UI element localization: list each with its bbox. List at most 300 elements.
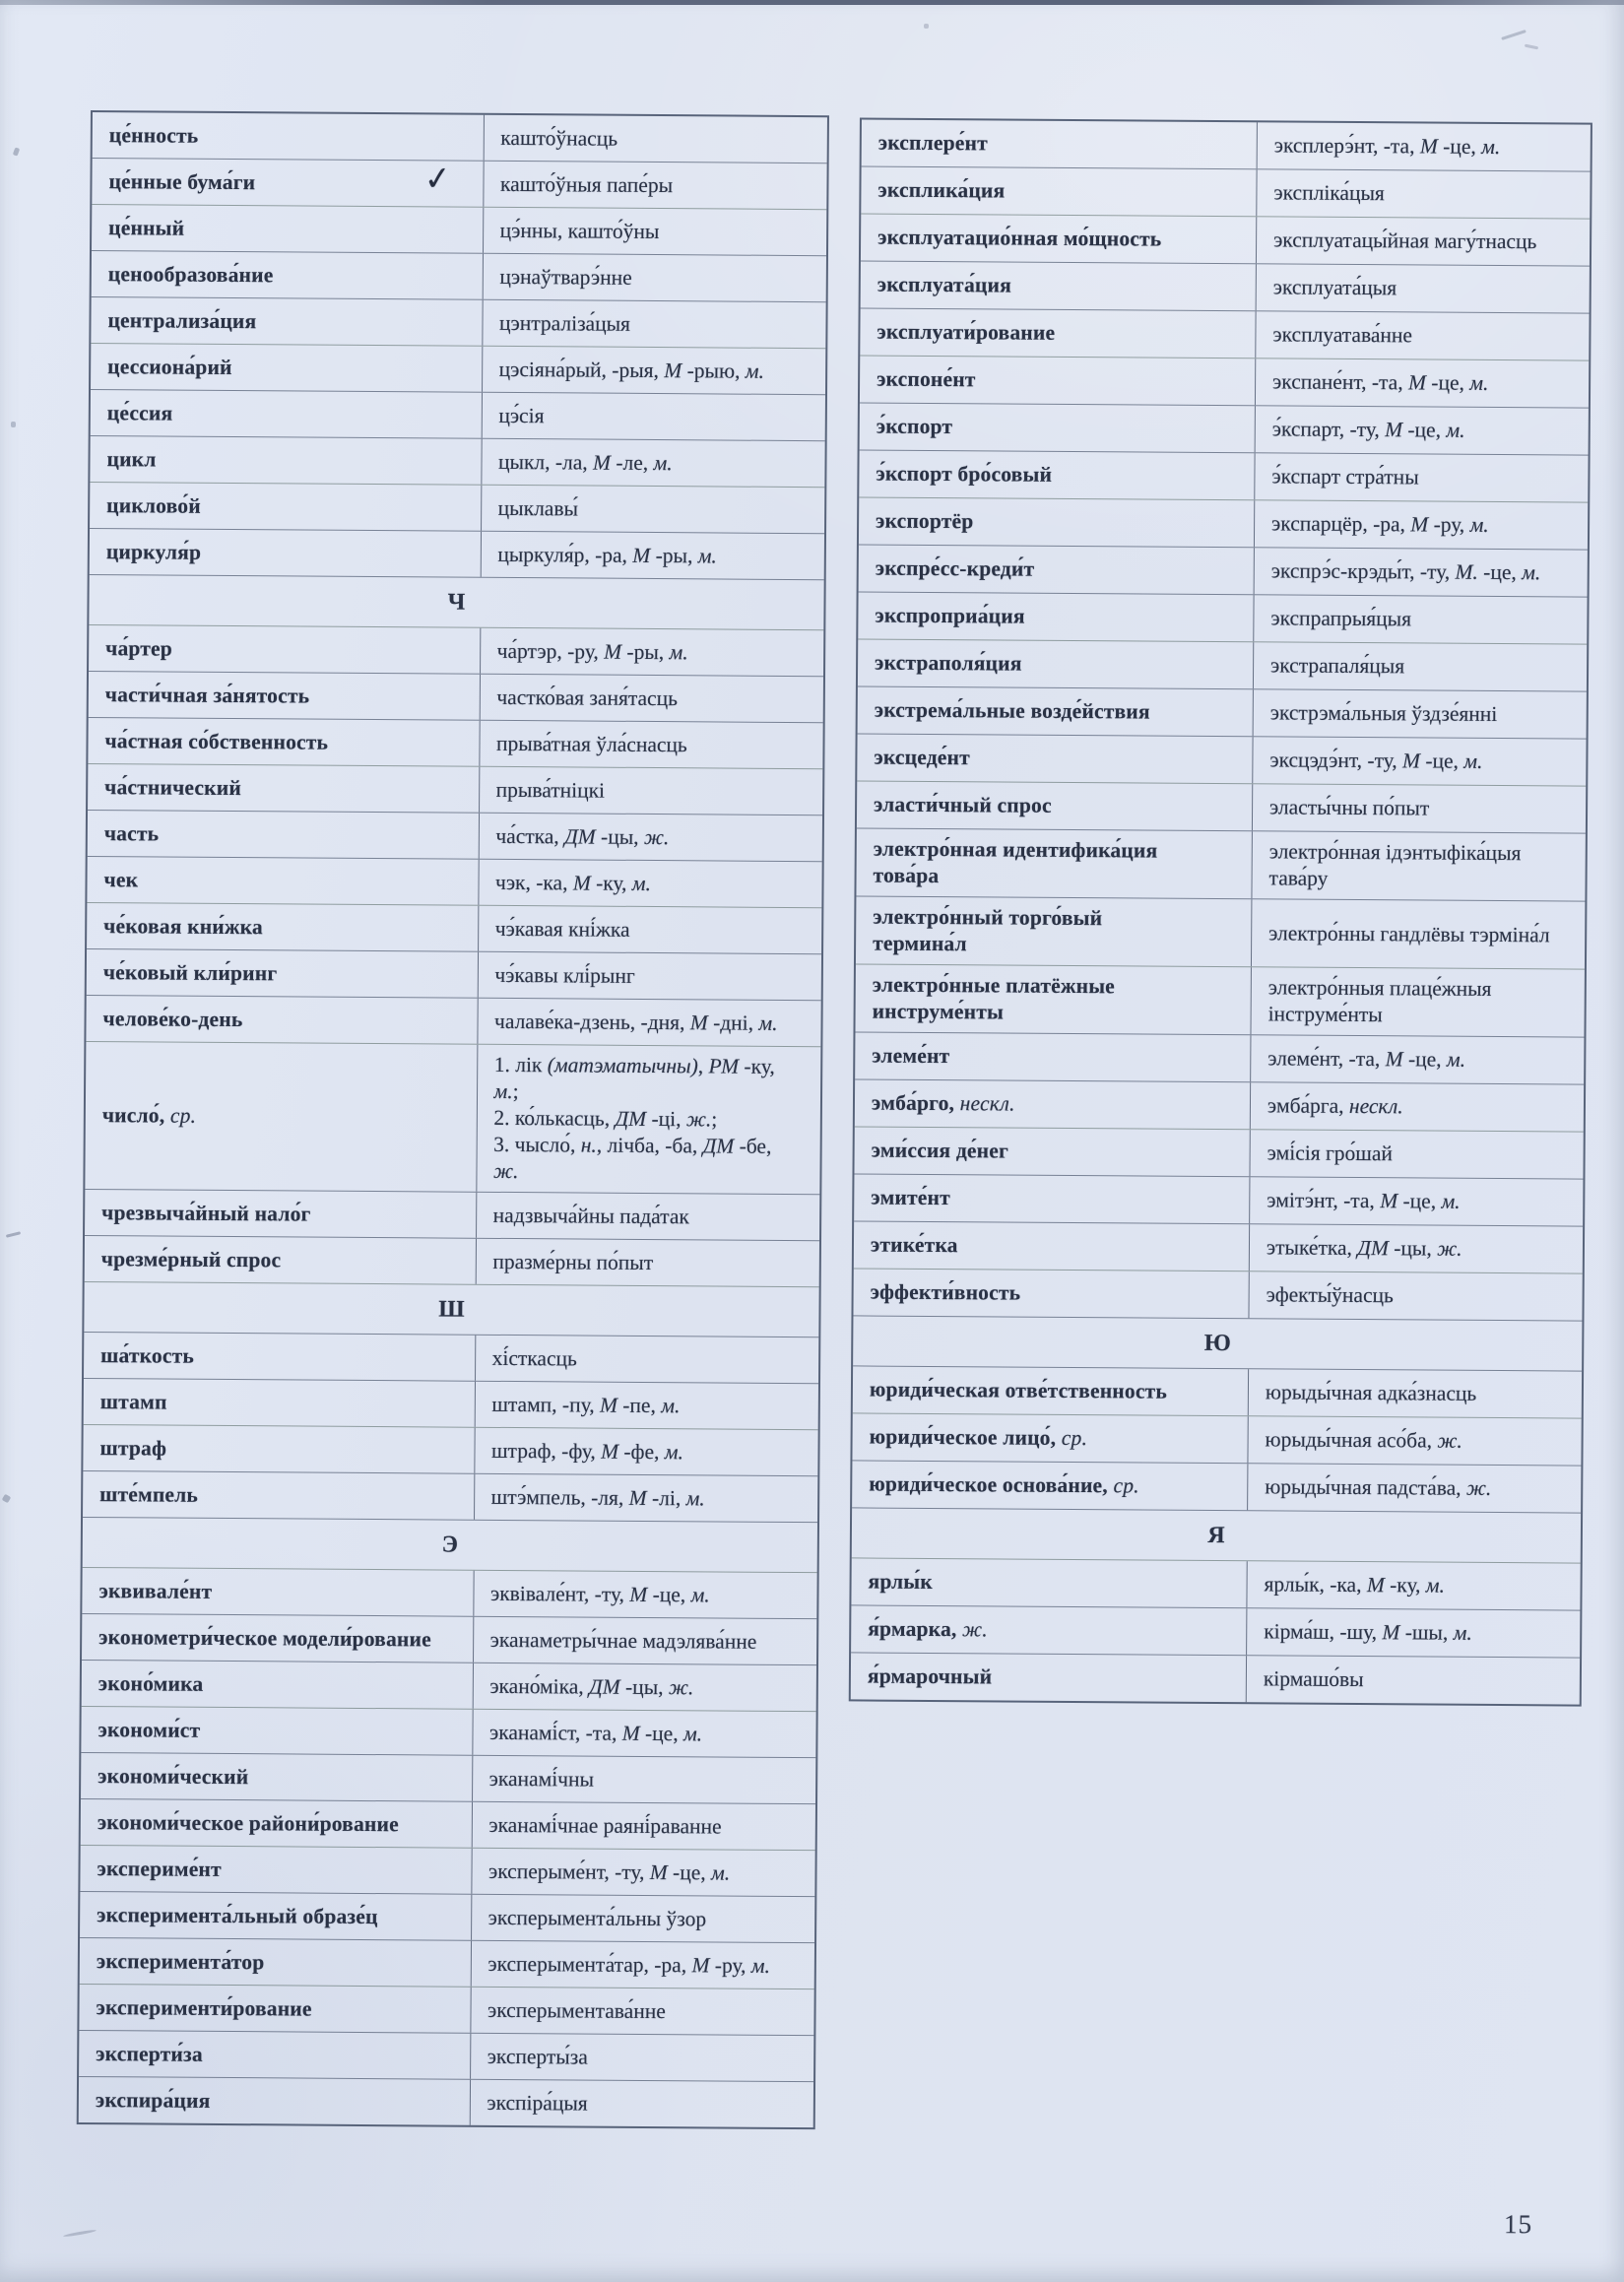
checkmark-annotation: ✓ bbox=[422, 158, 453, 199]
translation-text: надзвыча́йны пада́так bbox=[492, 1203, 689, 1228]
entry-row bbox=[860, 355, 1589, 407]
term-cell-russian bbox=[851, 1653, 1247, 1702]
translation-text: кірмашо́вы bbox=[1263, 1666, 1364, 1692]
term-cell-russian bbox=[861, 214, 1257, 263]
entry-row bbox=[93, 112, 827, 163]
term-text: эквивале́нт bbox=[98, 1578, 213, 1603]
term-cell-russian bbox=[83, 1471, 475, 1520]
translation-cell-belarusian bbox=[474, 1617, 817, 1664]
translation-text: электро́нны гандлёвы тэрміна́л bbox=[1268, 920, 1550, 946]
translation-cell-belarusian bbox=[1250, 1224, 1583, 1272]
translation-cell-belarusian bbox=[1251, 967, 1584, 1036]
translation-cell-belarusian bbox=[481, 532, 824, 579]
entry-row bbox=[857, 780, 1586, 832]
page-number: 15 bbox=[1503, 2209, 1533, 2240]
entry-row bbox=[83, 1424, 817, 1475]
term-text: э́кспорт бро́совый bbox=[876, 461, 1053, 487]
entry-row bbox=[854, 1126, 1583, 1178]
term-cell-russian bbox=[859, 545, 1255, 594]
term-cell-russian bbox=[84, 1379, 476, 1427]
section-letter: Я bbox=[1207, 1522, 1225, 1548]
translation-cell-belarusian bbox=[1258, 122, 1591, 170]
entry-row bbox=[851, 1557, 1580, 1609]
translation-cell-belarusian bbox=[1256, 406, 1589, 454]
term-cell-russian bbox=[89, 672, 481, 720]
term-cell-russian bbox=[857, 734, 1253, 783]
translation-cell-belarusian bbox=[1252, 831, 1585, 900]
term-text: элеме́нт bbox=[872, 1043, 950, 1069]
translation-cell-belarusian bbox=[1249, 1369, 1582, 1417]
translation-cell-belarusian bbox=[1254, 595, 1587, 643]
entry-row bbox=[853, 1268, 1582, 1320]
entry-row bbox=[92, 250, 826, 301]
dictionary-table-left bbox=[77, 110, 829, 2129]
term-text: эксперимента́тор bbox=[96, 1948, 265, 1974]
term-cell-russian bbox=[93, 112, 485, 161]
term-text: экспортёр bbox=[876, 508, 974, 534]
translation-cell-belarusian bbox=[472, 1802, 815, 1850]
translation-cell-belarusian bbox=[479, 906, 822, 953]
term-cell-russian bbox=[857, 781, 1253, 830]
entry-row bbox=[89, 624, 823, 676]
term-cell-russian bbox=[84, 1333, 476, 1381]
entry-row bbox=[84, 1332, 818, 1383]
entry-row bbox=[81, 1752, 815, 1803]
term-text: эффекти́вность bbox=[870, 1279, 1021, 1305]
section-letter: Ю bbox=[1203, 1330, 1231, 1356]
term-text: юриди́ческая отве́тственность bbox=[869, 1377, 1168, 1403]
translation-text: штраф, -фу, М -фе, м. bbox=[490, 1438, 684, 1464]
translation-text: эканамі́ст, -та, М -це, м. bbox=[488, 1720, 703, 1745]
term-cell-russian bbox=[862, 119, 1258, 168]
translation-text: эксплуатава́нне bbox=[1272, 322, 1413, 348]
translation-cell-belarusian bbox=[1257, 264, 1590, 312]
term-cell-russian bbox=[851, 1605, 1247, 1655]
translation-text: штамп, -пу, М -пе, м. bbox=[491, 1392, 681, 1417]
entry-row bbox=[82, 1613, 816, 1664]
section-header-row bbox=[852, 1507, 1581, 1562]
translation-text: прыва́тніцкі bbox=[495, 777, 606, 803]
entry-row bbox=[860, 307, 1589, 359]
entry-row bbox=[90, 528, 824, 579]
scan-artifact bbox=[924, 24, 929, 29]
section-header-row bbox=[89, 574, 823, 629]
translation-cell-belarusian bbox=[1250, 1130, 1583, 1178]
entry-row bbox=[852, 1460, 1581, 1512]
term-text: этике́тка bbox=[870, 1232, 958, 1258]
entry-row bbox=[91, 296, 825, 348]
translation-cell-belarusian bbox=[1257, 217, 1590, 265]
entry-row bbox=[85, 1235, 819, 1286]
translation-text: экспрэ́с-крэды́т, -ту, М. -це, м. bbox=[1270, 558, 1541, 585]
translation-text: эксперыме́нт, -ту, М -це, м. bbox=[487, 1858, 731, 1885]
term-text: экспроприа́ция bbox=[875, 603, 1025, 628]
translation-cell-belarusian bbox=[480, 767, 823, 815]
translation-text: экспліка́цыя bbox=[1273, 180, 1385, 206]
translation-text: эмі́сія гро́шай bbox=[1267, 1141, 1394, 1166]
term-text: экспоне́нт bbox=[877, 366, 976, 392]
term-text: эконо́мика bbox=[97, 1670, 204, 1696]
translation-text: эмітэ́нт, -та, М -це, м. bbox=[1267, 1188, 1461, 1213]
translation-text: эканамі́чнае раяні́раванне bbox=[488, 1812, 722, 1839]
translation-cell-belarusian bbox=[1256, 359, 1589, 407]
term-cell-russian bbox=[852, 1413, 1248, 1463]
entry-row bbox=[88, 717, 822, 768]
translation-text: 1. лік (матэматычны), РМ -ку, м.; 2. ко́лькасць, ДМ -ці, ж.; 3. чысло́, н., лічба, -ба, ДМ -бе, ж. bbox=[492, 1052, 775, 1184]
entry-row bbox=[88, 810, 822, 861]
translation-cell-belarusian bbox=[476, 1239, 819, 1286]
section-letter: Э bbox=[441, 1532, 459, 1558]
translation-cell-belarusian bbox=[481, 628, 824, 676]
entry-row bbox=[853, 1365, 1582, 1417]
entry-row bbox=[79, 2076, 813, 2127]
translation-cell-belarusian bbox=[479, 860, 822, 907]
entry-row bbox=[851, 1604, 1580, 1657]
term-cell-russian bbox=[855, 964, 1251, 1034]
entry-row bbox=[852, 1412, 1581, 1465]
translation-cell-belarusian bbox=[1254, 642, 1587, 690]
term-text: штамп bbox=[99, 1389, 167, 1414]
entry-row bbox=[91, 389, 825, 440]
term-text: ча́стная со́бственность bbox=[104, 728, 329, 754]
term-cell-russian bbox=[80, 1892, 472, 1940]
translation-text: цэ́сія bbox=[498, 403, 545, 427]
term-text: экспре́сс-креди́т bbox=[875, 555, 1035, 581]
term-cell-russian bbox=[79, 2077, 471, 2125]
term-cell-russian bbox=[858, 592, 1254, 641]
translation-text: цыкл, -ла, М -ле, м. bbox=[497, 449, 673, 475]
translation-text: электро́нныя плаце́жныя інструме́нты bbox=[1267, 975, 1492, 1027]
translation-text: ча́ртэр, -ру, М -ры, м. bbox=[496, 638, 688, 664]
term-cell-russian bbox=[853, 1366, 1249, 1415]
translation-cell-belarusian bbox=[483, 300, 826, 348]
entry-row bbox=[80, 1845, 814, 1896]
translation-cell-belarusian bbox=[475, 1428, 818, 1475]
translation-text: юрыды́чная асо́ба, ж. bbox=[1265, 1427, 1462, 1453]
term-cell-russian bbox=[853, 1269, 1249, 1318]
entry-row bbox=[91, 343, 825, 394]
dictionary-table-right bbox=[849, 117, 1592, 1706]
translation-cell-belarusian bbox=[477, 1193, 820, 1240]
term-cell-russian bbox=[83, 1425, 475, 1473]
term-cell-russian bbox=[92, 159, 484, 207]
entry-row bbox=[855, 1078, 1584, 1131]
entry-row bbox=[82, 1567, 816, 1618]
term-cell-russian bbox=[91, 344, 483, 392]
term-text: экспериме́нт bbox=[97, 1856, 222, 1881]
term-text: экстрема́льные возде́йствия bbox=[874, 697, 1150, 724]
term-cell-russian bbox=[81, 1707, 473, 1755]
entry-row bbox=[81, 1798, 815, 1850]
entry-row bbox=[90, 482, 824, 533]
translation-cell-belarusian bbox=[482, 393, 825, 440]
term-cell-russian bbox=[80, 1938, 472, 1987]
term-text: чек bbox=[103, 867, 139, 891]
entry-row bbox=[861, 213, 1590, 265]
translation-cell-belarusian bbox=[1253, 784, 1586, 832]
entry-row bbox=[84, 1378, 818, 1429]
translation-text: чалаве́ка-дзень, -дня, М -дні, м. bbox=[494, 1009, 778, 1035]
term-text: экстраполя́ция bbox=[875, 650, 1022, 676]
entry-row bbox=[856, 895, 1585, 968]
translation-text: э́кспарт стра́тны bbox=[1271, 464, 1419, 489]
term-text: ценообразова́ние bbox=[107, 261, 274, 287]
translation-text: эканамі́чны bbox=[488, 1766, 595, 1792]
term-text: экспира́ция bbox=[95, 2087, 211, 2113]
entry-row bbox=[92, 204, 826, 255]
translation-text: экспане́нт, -та, М -це, м. bbox=[1272, 369, 1489, 395]
term-cell-russian bbox=[90, 436, 482, 485]
translation-cell-belarusian bbox=[1248, 1464, 1581, 1512]
term-text: цикл bbox=[106, 446, 157, 471]
term-text: че́ковая кни́жка bbox=[103, 913, 264, 939]
term-cell-russian bbox=[85, 1236, 477, 1284]
entry-row bbox=[85, 1041, 820, 1194]
term-text: ша́ткость bbox=[100, 1342, 195, 1368]
term-cell-russian bbox=[861, 166, 1257, 216]
translation-cell-belarusian bbox=[483, 347, 826, 394]
section-header-row bbox=[853, 1315, 1582, 1370]
term-cell-russian bbox=[79, 2031, 471, 2079]
translation-text: эксперты́за bbox=[487, 2044, 588, 2069]
translation-text: эксперымента́тар, -ра, М -ру, м. bbox=[487, 1951, 771, 1978]
term-cell-russian bbox=[88, 811, 480, 859]
term-text: часть bbox=[103, 820, 160, 846]
translation-text: чэ́кавы клі́рынг bbox=[494, 962, 635, 988]
scan-artifact bbox=[11, 422, 16, 427]
term-text: экономи́ческий bbox=[97, 1763, 249, 1789]
translation-cell-belarusian bbox=[477, 1045, 821, 1194]
term-cell-russian bbox=[92, 251, 484, 299]
term-cell-russian bbox=[91, 297, 483, 346]
term-text: электро́нный торго́вый термина́л bbox=[873, 904, 1103, 956]
entry-row bbox=[854, 1173, 1583, 1225]
translation-text: кашто́ўнасць bbox=[500, 125, 618, 151]
translation-text: цэнтраліза́цыя bbox=[498, 310, 631, 336]
translation-text: эксплерэ́нт, -та, М -це, м. bbox=[1273, 133, 1501, 159]
translation-text: этыке́тка, ДМ -цы, ж. bbox=[1266, 1235, 1462, 1261]
term-cell-russian bbox=[860, 356, 1256, 405]
translation-text: цэ́нны, кашто́ўны bbox=[499, 218, 660, 243]
translation-text: э́кспарт, -ту, М -це, м. bbox=[1271, 417, 1465, 442]
term-cell-russian bbox=[82, 1661, 474, 1709]
translation-cell-belarusian bbox=[484, 115, 827, 163]
term-text: эксперти́за bbox=[96, 2041, 203, 2066]
term-text: экономи́ческое райони́рование bbox=[97, 1809, 399, 1836]
translation-cell-belarusian bbox=[475, 1382, 818, 1429]
translation-text: электро́нная ідэнтыфіка́цыя тава́ру bbox=[1268, 839, 1522, 890]
entry-row bbox=[81, 1706, 815, 1757]
term-text: централиза́ция bbox=[107, 307, 257, 333]
term-cell-russian bbox=[861, 261, 1257, 310]
translation-cell-belarusian bbox=[473, 1756, 816, 1803]
translation-text: экстрапаля́цыя bbox=[1270, 653, 1405, 679]
term-text: число́, ср. bbox=[101, 1103, 197, 1128]
section-letter: Ш bbox=[438, 1295, 465, 1323]
entry-row bbox=[861, 165, 1590, 218]
entry-row bbox=[79, 2030, 813, 2081]
term-text: эксперименти́рование bbox=[96, 1994, 312, 2021]
translation-text: экспрапрыя́цыя bbox=[1270, 606, 1412, 631]
entry-row bbox=[856, 827, 1585, 900]
term-cell-russian bbox=[81, 1753, 473, 1801]
term-cell-russian bbox=[90, 483, 482, 531]
entry-row bbox=[854, 1220, 1583, 1272]
translation-cell-belarusian bbox=[1250, 1177, 1583, 1225]
translation-cell-belarusian bbox=[1249, 1271, 1582, 1320]
translation-text: хі́сткасць bbox=[491, 1345, 577, 1370]
translation-text: празме́рны по́пыт bbox=[492, 1249, 654, 1274]
translation-text: эксперымента́льны ўзор bbox=[487, 1905, 707, 1930]
term-cell-russian bbox=[82, 1568, 474, 1616]
term-cell-russian bbox=[88, 718, 480, 766]
term-text: эксплуати́рование bbox=[877, 319, 1056, 345]
entry-row bbox=[87, 948, 821, 1000]
term-cell-russian bbox=[86, 996, 478, 1044]
entry-row bbox=[859, 449, 1588, 501]
term-text: эксплуатацио́нная мо́щность bbox=[877, 225, 1162, 251]
entry-row bbox=[85, 1189, 819, 1240]
translation-text: юрыды́чная падста́ва, ж. bbox=[1265, 1474, 1492, 1500]
term-text: электро́нная идентифика́ция това́ра bbox=[873, 836, 1158, 888]
term-text: ярлы́к bbox=[868, 1569, 933, 1595]
translation-text: экстрэма́льныя ўздзе́янні bbox=[1269, 700, 1498, 726]
term-text: эксперимента́льный образе́ц bbox=[97, 1902, 378, 1928]
term-text: це́нные бума́ги bbox=[108, 168, 256, 194]
term-cell-russian bbox=[855, 1032, 1251, 1081]
term-text: эксцеде́нт bbox=[874, 745, 971, 770]
translation-text: элеме́нт, -та, М -це, м. bbox=[1267, 1046, 1466, 1072]
term-cell-russian bbox=[88, 764, 480, 813]
entry-row bbox=[858, 638, 1587, 690]
term-cell-russian bbox=[79, 1985, 471, 2033]
term-cell-russian bbox=[860, 403, 1256, 452]
translation-cell-belarusian bbox=[472, 1895, 815, 1942]
term-cell-russian bbox=[85, 1190, 477, 1238]
translation-text: цыклавы́ bbox=[497, 495, 579, 520]
entry-row bbox=[858, 591, 1587, 643]
translation-cell-belarusian bbox=[1251, 1035, 1584, 1083]
translation-text: частко́вая заня́тасць bbox=[496, 685, 679, 710]
term-cell-russian bbox=[858, 639, 1254, 688]
term-text: челове́ко-день bbox=[102, 1006, 243, 1031]
term-text: штраф bbox=[99, 1435, 167, 1461]
term-text: эмба́рго, нескл. bbox=[871, 1090, 1015, 1116]
translation-text: эксцэдэ́нт, -ту, М -це, м. bbox=[1269, 748, 1483, 773]
translation-cell-belarusian bbox=[1255, 453, 1588, 501]
translation-text: ярлы́к, -ка, М -ку, м. bbox=[1264, 1572, 1446, 1597]
entry-row bbox=[862, 119, 1591, 170]
entry-row bbox=[89, 671, 823, 722]
term-text: юриди́ческое основа́ние, ср. bbox=[869, 1471, 1139, 1498]
term-cell-russian bbox=[90, 529, 482, 577]
translation-cell-belarusian bbox=[474, 1571, 817, 1618]
entry-row bbox=[80, 1891, 814, 1942]
translation-cell-belarusian bbox=[473, 1710, 816, 1757]
term-text: юриди́ческое лицо́, ср. bbox=[869, 1424, 1088, 1451]
translation-text: чэ́кавая кні́жка bbox=[494, 916, 630, 942]
translation-cell-belarusian bbox=[470, 2080, 813, 2127]
translation-cell-belarusian bbox=[1255, 500, 1588, 549]
term-cell-russian bbox=[851, 1558, 1247, 1607]
term-text: эксплика́ция bbox=[877, 177, 1006, 203]
term-text: циркуля́р bbox=[105, 539, 202, 564]
entry-row bbox=[858, 685, 1587, 738]
entry-row bbox=[857, 733, 1586, 785]
translation-text: эласты́чны по́пыт bbox=[1269, 795, 1430, 820]
section-header-row bbox=[83, 1517, 817, 1572]
term-cell-russian bbox=[85, 1042, 478, 1192]
translation-cell-belarusian bbox=[479, 814, 822, 861]
term-text: эмите́нт bbox=[871, 1185, 950, 1210]
translation-cell-belarusian bbox=[473, 1663, 816, 1711]
entry-row bbox=[861, 260, 1590, 312]
translation-text: цыркуля́р, -ра, М -ры, м. bbox=[497, 542, 717, 567]
translation-cell-belarusian bbox=[472, 1849, 815, 1896]
translation-cell-belarusian bbox=[476, 1336, 819, 1383]
translation-text: цэсіяна́рый, -рыя, М -рыю, м. bbox=[498, 357, 765, 383]
entry-row bbox=[83, 1470, 817, 1522]
entry-row bbox=[851, 1652, 1580, 1704]
translation-text: прыва́тная ўла́снасць bbox=[495, 731, 687, 756]
term-text: це́нный bbox=[108, 215, 185, 240]
entry-row bbox=[860, 402, 1589, 454]
entry-row bbox=[86, 995, 820, 1046]
translation-cell-belarusian bbox=[478, 999, 821, 1046]
term-cell-russian bbox=[82, 1614, 474, 1663]
term-cell-russian bbox=[855, 1079, 1251, 1129]
translation-cell-belarusian bbox=[1248, 1416, 1581, 1465]
translation-cell-belarusian bbox=[1247, 1656, 1580, 1704]
term-text: цессиона́рий bbox=[107, 354, 232, 379]
section-letter: Ч bbox=[447, 589, 466, 616]
translation-text: эксплуатацы́йная магу́тнасць bbox=[1273, 228, 1537, 254]
translation-cell-belarusian bbox=[483, 254, 826, 301]
term-cell-russian bbox=[854, 1221, 1250, 1271]
entry-row bbox=[82, 1660, 816, 1711]
term-cell-russian bbox=[89, 625, 481, 674]
translation-cell-belarusian bbox=[471, 1941, 814, 1989]
term-text: чрезме́рный спрос bbox=[100, 1246, 282, 1271]
translation-cell-belarusian bbox=[482, 486, 825, 533]
translation-text: кашто́ўныя папе́ры bbox=[499, 171, 674, 197]
translation-cell-belarusian bbox=[1247, 1608, 1580, 1657]
term-cell-russian bbox=[854, 1127, 1250, 1176]
translation-text: эмба́рга, нескл. bbox=[1267, 1093, 1403, 1119]
translation-text: юрыды́чная адка́знасць bbox=[1265, 1380, 1477, 1405]
translation-text: штэ́мпель, -ля, М -лі, м. bbox=[490, 1484, 705, 1510]
term-text: че́ковый кли́ринг bbox=[102, 959, 278, 985]
translation-cell-belarusian bbox=[1256, 311, 1589, 359]
translation-cell-belarusian bbox=[1252, 899, 1585, 968]
translation-cell-belarusian bbox=[1247, 1561, 1580, 1609]
term-cell-russian bbox=[80, 1846, 472, 1894]
translation-cell-belarusian bbox=[1251, 1082, 1584, 1131]
entry-row bbox=[87, 856, 821, 907]
entry-row bbox=[92, 158, 826, 209]
term-cell-russian bbox=[87, 903, 479, 951]
translation-text: кірма́ш, -шу, М -шы, м. bbox=[1264, 1619, 1472, 1645]
term-text: эми́ссия де́нег bbox=[871, 1138, 1009, 1163]
term-cell-russian bbox=[856, 828, 1252, 898]
translation-text: экано́міка, ДМ -цы, ж. bbox=[489, 1673, 694, 1699]
translation-text: ча́стка, ДМ -цы, ж. bbox=[495, 823, 670, 849]
translation-cell-belarusian bbox=[471, 2034, 814, 2081]
term-text: э́кспорт bbox=[876, 414, 953, 439]
translation-text: экспарцёр, -ра, М -ру, м. bbox=[1271, 511, 1489, 537]
translation-cell-belarusian bbox=[1254, 689, 1587, 738]
translation-cell-belarusian bbox=[475, 1474, 818, 1522]
